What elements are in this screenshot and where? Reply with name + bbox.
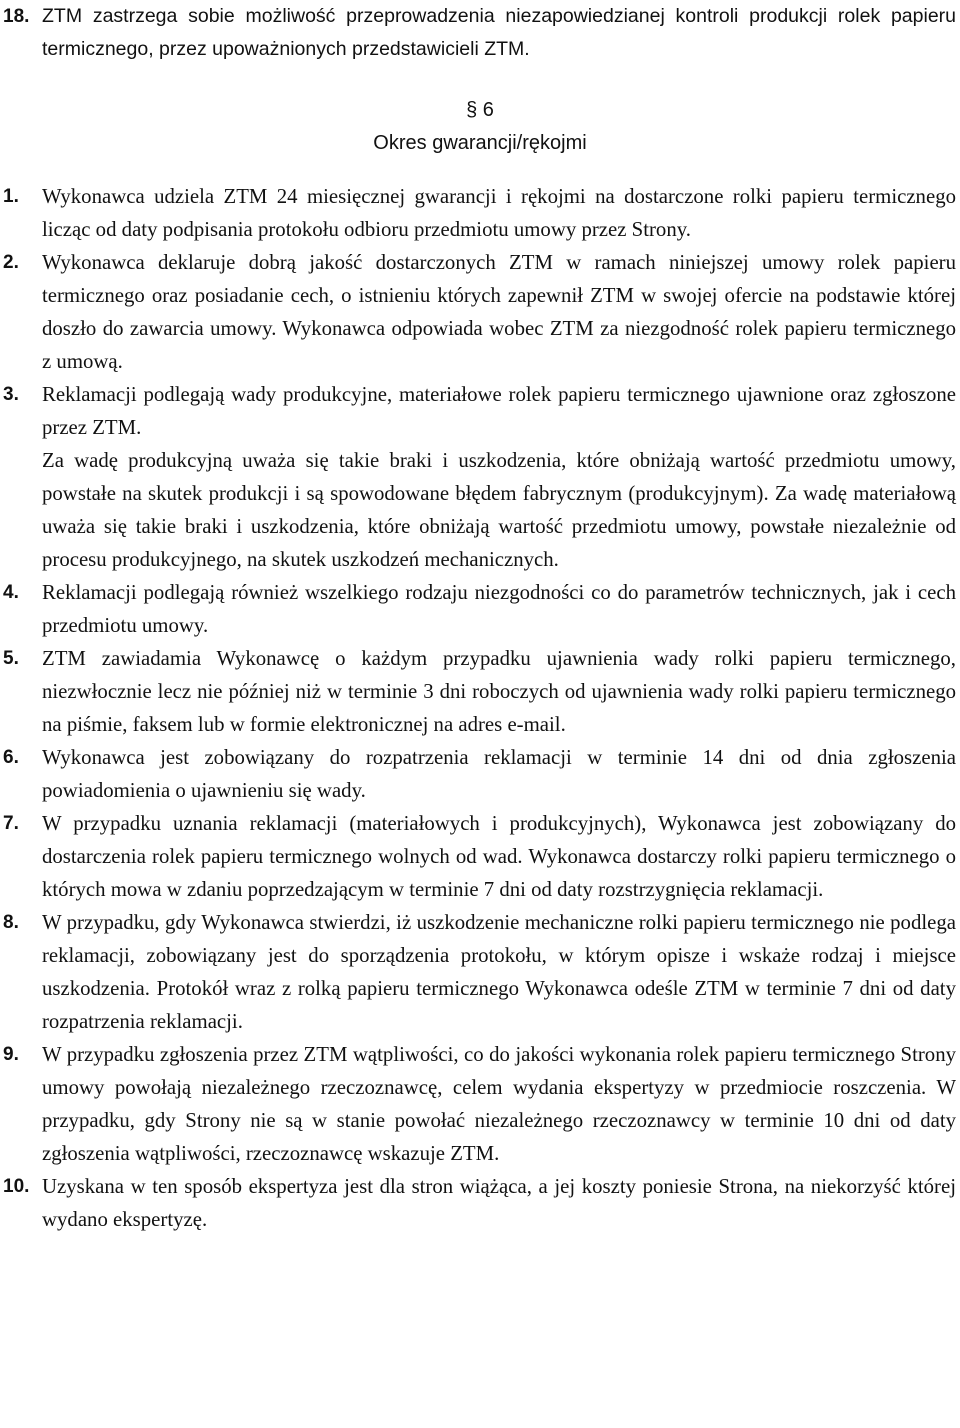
clause-text: Wykonawca jest zobowiązany do rozpatrzenia reklamacji w terminie 14 dni od dnia zgłoszenia powiadomienia o ujawnieniu się wady.	[42, 746, 956, 802]
clause-text: ZTM zastrzega sobie możliwość przeprowadzenia niezapowiedzianej kontroli produkcji rolek papieru termicznego, przez upoważnionych przedstawicieli ZTM.	[42, 5, 956, 60]
clause-number: 18.	[3, 6, 30, 27]
clause-4	[0, 576, 960, 642]
clause-1	[0, 180, 960, 246]
clause-number: 7.	[3, 813, 19, 834]
clause-text: W przypadku zgłoszenia przez ZTM wątpliwości, co do jakości wykonania rolek papieru termicznego Strony umowy powołają niezależnego rzeczoznawcę, celem wydania ekspertyzy w przedmiocie roszczenia. W przypadku, gdy Strony nie są w stanie powołać niezależnego rzeczoznawcy w terminie 10 dni od daty zgłoszenia wątpliwości, rzeczoznawcę wskazuje ZTM.	[42, 1043, 956, 1165]
clause-number: 4.	[3, 582, 19, 603]
clause-number: 6.	[3, 747, 19, 768]
clause-2	[0, 246, 960, 378]
section-title: Okres gwarancji/rękojmi	[373, 132, 587, 154]
clause-number: 8.	[3, 912, 19, 933]
clause-number: 5.	[3, 648, 19, 669]
clause-text: W przypadku, gdy Wykonawca stwierdzi, iż uszkodzenie mechaniczne rolki papieru termicznego nie podlega reklamacji, zobowiązany jest do sporządzenia protokołu, w którym opisze i wskaże rodzaj i miejsce uszkodzenia. Protokół wraz z rolką papieru termicznego Wykonawca odeśle ZTM w terminie 7 dni od daty rozpatrzenia reklamacji.	[42, 911, 956, 1033]
clause-3	[0, 378, 960, 576]
clause-text: Wykonawca deklaruje dobrą jakość dostarczonych ZTM w ramach niniejszej umowy rolek papieru termicznego oraz posiadanie cech, o istnieniu których zapewnił ZTM w swojej ofercie na podstawie której doszło do zawarcia umowy. Wykonawca odpowiada wobec ZTM za niezgodność rolek papieru termicznego z umową.	[42, 251, 956, 373]
clause-number: 3.	[3, 384, 19, 405]
clause-number: 9.	[3, 1044, 19, 1065]
clause-text-continued: Za wadę produkcyjną uważa się takie braki i uszkodzenia, które obniżają wartość przedmiotu umowy, powstałe na skutek produkcji i są spowodowane błędem fabrycznym (produkcyjnym). Za wadę materiałową uważa się takie braki i uszkodzenia, które obniżają wartość przedmiotu umowy, powstałe niezależnie od procesu produkcyjnego, na skutek uszkodzeń mechanicznych.	[42, 449, 956, 571]
clause-text: Wykonawca udziela ZTM 24 miesięcznej gwarancji i rękojmi na dostarczone rolki papieru termicznego licząc od daty podpisania protokołu odbioru przedmiotu umowy przez Strony.	[42, 185, 956, 241]
clause-text: ZTM zawiadamia Wykonawcę o każdym przypadku ujawnienia wady rolki papieru termicznego, niezwłocznie lecz nie później niż w terminie 3 dni roboczych od ujawnienia wady rolki papieru termicznego na piśmie, faksem lub w formie elektronicznej na adres e-mail.	[42, 647, 956, 736]
clause-18	[0, 0, 960, 66]
clause-text: Reklamacji podlegają również wszelkiego rodzaju niezgodności co do parametrów technicznych, jak i cech przedmiotu umowy.	[42, 581, 956, 637]
clause-6	[0, 741, 960, 807]
clause-9	[0, 1038, 960, 1170]
clause-text: W przypadku uznania reklamacji (materiałowych i produkcyjnych), Wykonawca jest zobowiązany do dostarczenia rolek papieru termicznego wolnych od wad. Wykonawca dostarczy rolki papieru termicznego o których mowa w zdaniu poprzedzającym w terminie 7 dni od daty rozstrzygnięcia reklamacji.	[42, 812, 956, 901]
clause-number: 1.	[3, 186, 19, 207]
clause-10	[0, 1170, 960, 1236]
section-sign: § 6	[466, 99, 494, 121]
clause-5	[0, 642, 960, 741]
clause-number: 10.	[3, 1176, 30, 1197]
clause-text: Reklamacji podlegają wady produkcyjne, materiałowe rolek papieru termicznego ujawnione oraz zgłoszone przez ZTM.	[42, 383, 956, 439]
clause-8	[0, 906, 960, 1038]
clause-text: Uzyskana w ten sposób ekspertyza jest dla stron wiążąca, a jej koszty poniesie Strona, na niekorzyść której wydano ekspertyzę.	[42, 1175, 956, 1231]
clause-number: 2.	[3, 252, 19, 273]
clause-7	[0, 807, 960, 906]
